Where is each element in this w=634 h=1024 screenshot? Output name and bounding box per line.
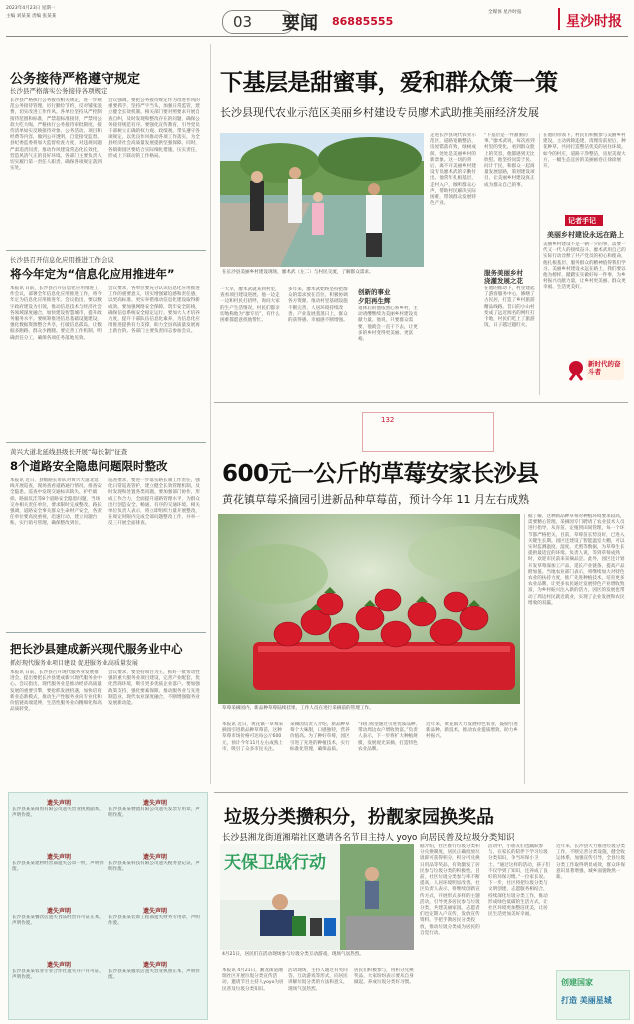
article-title: 公务接待严格遵守规定: [10, 72, 141, 87]
recycling-photo: [220, 844, 414, 950]
story3-caption: 4月21日，居民们在活动现场参与垃圾分类互动游戏，现场气氛热烈。: [222, 952, 364, 957]
body-text-placeholder: 美丽乡村建设不是一朝一夕的事，需要一代又一代人的接续奋斗。廖术武用自己的实际行动诠释了共产党员的初心和使命，他扎根基层、服务群众的精神值得我们学习。美丽乡村建设永远在路上，我们要以他为榜样，踏踏实实做好每一件事，为乡村振兴贡献力量，让乡村更美丽、群众更幸福、生活更美好。: [543, 242, 626, 291]
story2-title: 600元一公斤的草莓安家长沙县: [222, 461, 539, 487]
body-text-placeholder: 本报讯 日前，长沙县召开现代服务业发展推进会，提出要把长沙县建成新兴现代服务业中心。会议指出，现代服务业是推动经济高质量发展的重要引擎，要抢抓发展机遇，加快培育新业态新模式，推动生产性服务业向专业化和价值链高端延伸，生活性服务业向精细化和高品质转变。: [10, 670, 102, 713]
notice-item: [108, 960, 202, 1013]
notice-item: [108, 906, 202, 959]
story3-subtitle: 长沙县湘龙街道湘瑞社区邀请各名节目主持人 yoyo 向居民普及垃圾分类知识: [222, 833, 515, 843]
body-text-placeholder: 一大早，廖术武就来到村里，查看项目建设进展。他一边走一边和村民打招呼，询问大家的生产生活情况。村民们都亲切地称他为“廖专员”，有什么困难都愿意找他帮忙。: [220, 287, 280, 324]
body-text-placeholder: 本报讯 近日，黄花镇一草莓采摘园引进新品种草莓苗，这种草莓市场价格可达每公斤600元，预计今年11月左右成熟上市，吸引了众多市民关注。: [222, 722, 284, 752]
divider: [214, 402, 628, 403]
story3-title: 垃圾分类攒积分，扮靓家园换奖品: [224, 807, 494, 828]
notice-column: [12, 798, 106, 1014]
sidebar-tag-label: 记者手记: [568, 217, 596, 225]
notice-item: [12, 852, 106, 905]
body-text-placeholder: 会议要求，各单位要充分认识信息化应用推进工作的重要意义，切实增强紧迫感和责任感，以更高标准、更实举措推动信息化建设取得新成效。要加强网络安全保障，筑牢安全防线，确保信息系统安全稳定运行。要加大人才培养力度，提升干部队伍信息化素养，为信息化应用推进提供有力支撑，助力全县高质量发展再上新台阶。各部门主要负责同志参加会议。: [108, 286, 200, 335]
story2-subtitle: 黄花镇草莓采摘园引进新品种草莓苗，预计今年 11 月左右成熟: [222, 493, 529, 506]
notice-title: 遗失声明: [142, 854, 167, 861]
body-text-placeholder: 近年来，长沙县大力推进垃圾分类工作，不断完善分类设施，健全收运体系，加强宣传引导，全县垃圾分类工作取得明显成效，群众环保意识显著增强，城乡面貌焕然一新。: [556, 844, 625, 881]
marker-number: 132: [381, 416, 395, 424]
section-head: 浇灌发展之花: [484, 277, 523, 285]
notice-item: [108, 852, 202, 905]
ad-line-2: 打造 美丽星城: [561, 996, 612, 1005]
notice-body: 长沙县某某建材经营部遗失公章一枚，声明作废。: [12, 861, 104, 873]
lead-title: 下基层是甜蜜事，爱和群众策一策: [220, 70, 558, 96]
body-text-placeholder: “我们希望通过引进优质品种，带动周边农户增收致富。”负责人表示，下一步将扩大种植规模，发展观光采摘，打造特色农业品牌。: [358, 722, 421, 752]
lead-photo: [220, 133, 424, 267]
column-divider: [210, 44, 211, 784]
notice-title: 遗失声明: [142, 800, 167, 807]
section-head: 服务美丽乡村: [484, 269, 523, 277]
article-kicker: 长沙县召开信息化应用推进工作会议: [10, 256, 114, 264]
notice-body: 长沙县某某农业专业合作社遗失开户许可证，声明作废。: [12, 969, 104, 981]
divider: [6, 250, 206, 251]
ad-line-1: 创建国家: [561, 978, 593, 987]
divider: [214, 792, 628, 793]
strawberry-photo-image: [218, 514, 520, 704]
body-text-placeholder: 巡查要求，要进一步落实路长制工作责任，强化日常巡查管护，建立健全长效管理机制，及时发现和处置各类问题。要加强部门协作，形成工作合力，全面提升道路管理水平，为群众出行创造安全、畅通、有序的交通环境。相关单位负责人表示，将立即组织力量开展整改，在规定时限内完成全部问题整改工作，并举一反三开展全面排查。: [108, 478, 200, 527]
notice-title: 遗失声明: [46, 908, 71, 915]
brand-divider: [558, 8, 560, 30]
article-title: 把长沙县建成新兴现代服务业中心: [10, 642, 183, 656]
marker-box: [362, 412, 494, 452]
notice-body: 长沙县某某科技有限公司遗失税务登记证，声明作废。: [108, 861, 200, 873]
badge-new-era-striver: [566, 350, 626, 386]
body-text-placeholder: 采摘园负责人介绍，新品种草莓个大味甜，口感独特，营养价值高。为了种好草莓，园区引进了先进的种植技术，实行标准化管理，确保品质。: [290, 722, 350, 752]
sidebar-title: 美丽乡村建设永远在路上: [547, 231, 624, 239]
article-subtitle: 抓好现代服务业项目建设 促进服务业高质量发展: [10, 660, 138, 667]
body-text-placeholder: 据了解，这种新品种草莓对种植环境要求较高，需要精心管理。采摘园专门聘请了农业技术人员进行指导，从育苗、定植到田间管理，每一个环节都严格把关。目前，草莓苗长势良好，已进入关键生长期。园区还建设了智能温室大棚，可以实时监测温度、湿度、光照等数据，为草莓生长提供最适宜的环境。负责人说，等到草莓成熟时，欢迎市民前来采摘品尝。此外，园区还计划开发草莓深加工产品，延长产业链条，提高产品附加值。当地农业部门表示，将继续加大对特色农业的扶持力度，推广先进种植技术，培育更多农业品牌，让更多农民通过发展特色产业增收致富，为乡村振兴注入新的活力。园区的发展也带动了周边村民就近就业，实现了企业发展和农民增收的双赢。: [528, 514, 625, 606]
notice-body: 长沙县某某商贸有限公司遗失营业执照副本，声明作废。: [12, 807, 104, 819]
left-column: [6, 44, 206, 784]
notice-item: [108, 798, 202, 851]
section-name: 要闻: [282, 13, 318, 34]
notice-item: [12, 906, 106, 959]
column-divider: [524, 514, 525, 784]
hotline: 86885555: [332, 15, 394, 28]
body-text-placeholder: 在他的推动下，村里建起了游客服务中心，修缮了古民居，打造了乡村旅游精品线路。昔日的小山村变成了远近闻名的网红打卡地，村民们吃上了旅游饭，日子越过越红火。: [484, 286, 535, 329]
column-divider: [539, 133, 540, 395]
notice-item: [12, 798, 106, 851]
ad-banner: [556, 970, 630, 1020]
body-text-placeholder: 本报讯 近日，县级路长带队对黄兴大道北延线开展巡查，现场查看道路通行情况，排查安全隐患。巡查中发现交通标识缺失、护栏破损、路面坑洼等8个道路安全隐患问题，当场交办相关责任单位，要求限时完成整改。路长强调，道路安全事关群众生命财产安全，各责任单位要高度重视，迅速行动，建立问题台账，实行销号管理，确保整改到位。: [10, 478, 102, 527]
notice-title: 遗失声明: [46, 800, 71, 807]
notice-title: 遗失声明: [46, 962, 71, 969]
body-text-placeholder: 多年来，廖术武始终坚持把群众的需求放在首位，积极协调各方资源，推动村里基础设施不断完善，人居环境持续改善，产业发展蒸蒸日上，群众的获得感、幸福感不断增强。: [288, 287, 348, 324]
notice-body: 长沙县某某服装店遗失营业执照正本，声明作废。: [108, 969, 200, 981]
body-text-placeholder: 近年来，黄花镇大力发展特色农业，鼓励引进新品种、新技术，推动农业提质增效，助力乡村振兴。: [426, 722, 518, 740]
body-text-placeholder: 活动中，小朋友们也踊跃参与，在家长的陪伴下学习垃圾分类知识，争当环保小卫士。“通过这样的活动，孩子们不仅学到了知识，还养成了良好的环保习惯。”一位家长说。下一步，社区将把垃圾分类与文明创建、志愿服务相结合，持续深化垃圾分类工作，推动形成绿色低碳的生活方式，让社区环境更加整洁优美，让居民生活更加美好幸福。: [488, 844, 551, 918]
lead-subtitle: 长沙县现代农业示范区美丽乡村建设专员廖术武助推美丽经济发展: [220, 106, 539, 119]
body-text-placeholder: 退休后的他依然心系乡村，主动请缨继续为美丽乡村建设贡献力量。他说，只要群众需要，他就会一直干下去，让更多的乡村变得更美丽、更富裕。: [358, 306, 418, 343]
body-text-placeholder: 走进长沙县现代农业示范区，道路宽敞整洁，房屋错落有致，绿树成荫，处处是美丽乡村的新景象。这一切的背后，离不开美丽乡村建设专员廖术武的辛勤付出。他常年扎根基层，走村入户，倾听群众心声，帮助村民解决实际困难，带领群众发展特色产业。: [430, 133, 476, 207]
sidebar-tag: [565, 215, 603, 226]
notice-body: 长沙县某某餐饮店遗失食品经营许可证正本，声明作废。: [12, 915, 104, 927]
body-text-placeholder: 本报讯 4月21日，湘龙街道湘瑞社区开展垃圾分类宣传活动，邀请节目主持人yoyo为居民普及垃圾分类知识。: [222, 968, 284, 992]
article-title: 8个道路安全隐患问题限时整改: [10, 459, 168, 473]
story2-caption: 草莓采摘园内，新品种草莓陆续挂果，工作人员在进行采摘前的管理工作。: [222, 706, 374, 711]
notice-body: 长沙县某某装饰工程部遗失财务专用章，声明作废。: [108, 915, 200, 927]
body-text-placeholder: 本报讯 日前，长沙县召开信息化应用推进工作会议，部署全年信息化应用推进工作，将今年定为信息化应用推进年。会议指出，要以数字政府建设为引领，推动信息技术与经济社会各领域深度融合，加快建设智慧城市，提升政务服务水平。要统筹推进信息基础设施建设，强化数据资源整合共享，打破信息孤岛，让数据多跑路、群众少跑腿。要完善工作机制，明确责任分工，确保各项任务落地见效。: [10, 286, 102, 341]
notice-title: 遗失声明: [142, 908, 167, 915]
masthead-rule: [6, 36, 628, 37]
editor-line: 主编 刘某某 责编 张某某: [6, 14, 57, 19]
divider: [6, 442, 206, 443]
body-text-placeholder: 会议强调，要把公务接待规定作为改进作风的重要抓手，坚持严字当头，加强日常监管，建立健全长效机制。相关部门要对照要求开展自查自纠，及时发现和整改存在的问题，确保公务接待规范有序。要强化宣传教育，引导党员干部树立正确的权力观、政绩观，带头遵守各项规定，以优良作风推动各项工作落实，为全县经济社会高质量发展提供坚强保障。同时，各镇街园区要结合实际细化措施，压实责任，形成上下联动的工作格局。: [108, 98, 200, 159]
body-text-placeholder: 长沙县严格执行公务接待相关规定，进一步规范公务接待管理，厉行勤俭节约，反对铺张浪费，切实改进工作作风。各单位坚持从严控制接待范围和标准，严禁超标准接待，严禁用公款大吃大喝，严格执行公务接待审批制度，接待清单如实反映接待对象、公务活动、项目和经费等内容，做到公开透明，自觉接受监督。县纪委监委将加大监督检查力度，对违规问题严肃追责问责，推动作风建设常态化长效化，营造风清气正的良好环境。各部门主要负责人切实履行第一责任人职责，确保各项规定落到实处。: [10, 98, 102, 172]
body-text-placeholder: 据介绍，社区推行垃圾分类积分兑换制度，居民正确投放垃圾即可获得积分，积分可兑换日用品等奖品，有效激发了居民参与垃圾分类的积极性。目前，社区垃圾分类参与率不断提高，人居环境明显改善。社区负责人表示，将继续创新宣传方式，开展形式多样的主题活动，引导更多居民参与垃圾分类，共建美丽家园。志愿者们也定期入户宣传，发放宣传资料，手把手教居民分类投放，推动垃圾分类成为居民的自觉行动。: [420, 844, 480, 936]
section-head: 夕阳再生辉: [358, 297, 391, 305]
notice-title: 遗失声明: [142, 962, 167, 969]
divider: [6, 632, 206, 633]
lead-photo-image: [220, 133, 424, 267]
badge-label: 新时代的奋斗者: [588, 360, 621, 376]
page-number: 03: [233, 13, 253, 31]
body-text-placeholder: 活动现场，主持人通过有奖问答、互动游戏等形式，向居民讲解垃圾分类的方法和意义，现场气氛热烈。: [288, 968, 348, 992]
lead-photo-caption: 在长沙县美丽乡村建设现场，廖术武（左二）与村民交流，了解群众需求。: [222, 270, 374, 275]
notice-item: [12, 960, 106, 1013]
photo-banner-text: 天保卫战行动: [224, 853, 326, 873]
body-text-placeholder: 居民们积极参与，用积分兑换奖品，大家纷纷表示要从自身做起，养成垃圾分类好习惯。: [354, 968, 414, 986]
section-head: 创新的事业: [358, 288, 391, 296]
body-text-placeholder: 在他的带领下，村民们积极参与美丽乡村建设，主动拆除违建，清理房前屋后，种花种草，共同打造整洁优美的居住环境。如今的村庄，道路干净整洁，房屋美观大方，一幅生态宜居的美丽画卷正徐徐展开。: [543, 133, 626, 170]
notice-body: 长沙县某某物流有限公司遗失发票专用章，声明作废。: [108, 807, 200, 819]
article-kicker: 黄兴大道北延线县级长开展“每长制”征查: [10, 448, 128, 456]
brand-logo: 星沙时报: [566, 14, 622, 30]
strawberry-photo: [218, 514, 520, 704]
body-text-placeholder: 会议要求，要坚持项目为王，抓好一批带动性强的重大服务业项目建设，完善产业配套，优化营商环境，吸引更多优质企业落户。要加强政策支持，强化要素保障，推动服务业与先进制造业、现代农业深度融合，不断增强服务业发展新动能。: [108, 670, 200, 707]
notice-column: [108, 798, 202, 1014]
article-title: 将今年定为“信息化应用推进年”: [10, 267, 175, 281]
notice-title: 遗失声明: [46, 854, 71, 861]
body-text-placeholder: “下基层是一件甜蜜的事。”廖术武说，每次看到村里的变化，看到群众脸上的笑容，他都感到无比欣慰。他坚持问需于民、问计于民，和群众一起商量发展思路，策划建设项目，让美丽乡村建设真正成为群众自己的事。: [484, 133, 535, 188]
article-subtitle: 长沙县严格落实公务接待各项规定: [10, 87, 108, 95]
brand-small: 全媒体 星沙时报: [488, 10, 522, 15]
date-line: 2023年4月23日 星期一: [6, 6, 56, 11]
